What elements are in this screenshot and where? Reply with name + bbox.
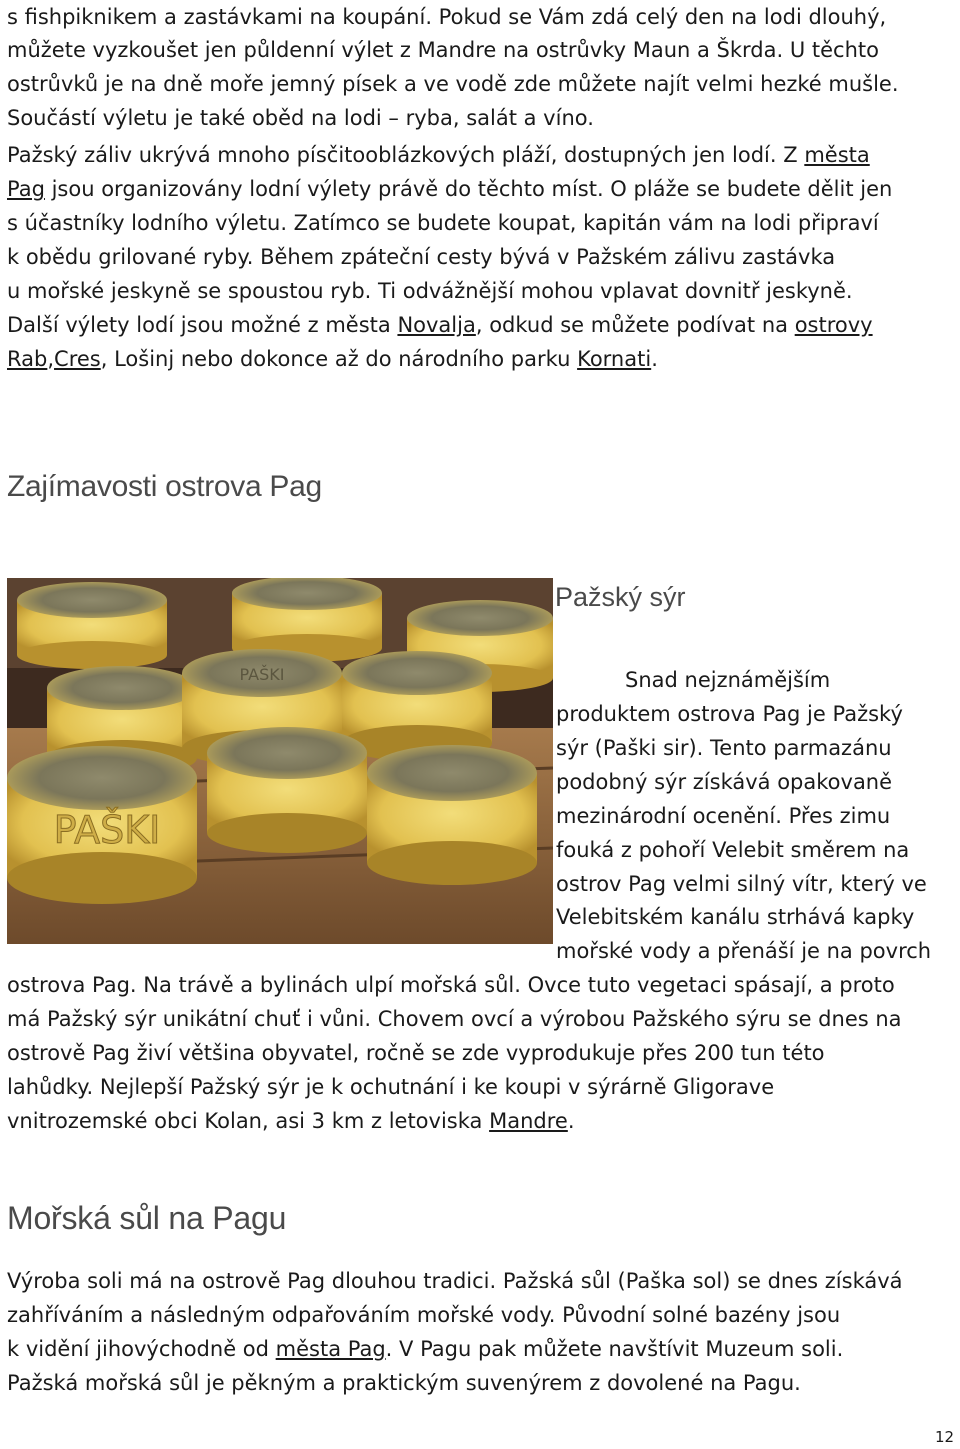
link-mandre[interactable]: Mandre <box>489 1109 568 1133</box>
intro-text: , Lošinj nebo dokonce až do národního parku <box>100 347 578 371</box>
cheese-line: má Pažský sýr unikátní chuť i vůni. Chovem ovcí a výrobou Pažského sýru se dnes na <box>7 1007 902 1031</box>
link-rab[interactable]: Rab <box>7 347 48 371</box>
cheese-line: lahůdky. Nejlepší Pažský sýr je k ochutnání i ke koupi v sýrárně Gligorave <box>7 1075 775 1099</box>
intro-line <box>7 308 873 342</box>
wheel-stamp: PAŠKI <box>53 808 161 852</box>
intro-text: , <box>47 347 55 371</box>
cheese-text: . <box>567 1109 575 1133</box>
salt-line: zahříváním a následným odpařováním mořské vody. Původní solné bazény jsou <box>7 1303 841 1327</box>
intro-line: u mořské jeskyně se spoustou ryb. Ti odvážnější mohou vplavat dovnitř jeskyně. <box>7 279 853 303</box>
wheel-stamp: PAŠKI <box>239 665 285 684</box>
cheese-line: fouká z pohoří Velebit směrem na <box>556 838 910 862</box>
cheese-line: produktem ostrova Pag je Pažský <box>556 702 903 726</box>
intro-text: Další výlety lodí jsou možné z města <box>7 313 398 337</box>
cheese-line: sýr (Paški sir). Tento parmazánu <box>556 736 892 760</box>
cheese-photo <box>7 578 553 944</box>
salt-line <box>7 1332 843 1366</box>
cheese-line: ostrově Pag živí většina obyvatel, ročně se zde vyprodukuje přes 200 tun této <box>7 1041 825 1065</box>
intro-line: můžete vyzkoušet jen půldenní výlet z Mandre na ostrůvky Maun a Škrda. U těchto <box>7 38 879 62</box>
intro-line: k obědu grilované ryby. Během zpáteční cesty bývá v Pažském zálivu zastávka <box>7 245 836 269</box>
section-heading: Mořská sůl na Pagu <box>7 1200 287 1236</box>
cheese-text: vnitrozemské obci Kolan, asi 3 km z letoviska <box>7 1109 490 1133</box>
intro-text: , odkud se můžete podívat na <box>475 313 795 337</box>
cheese-line: mořské vody a přenáší je na povrch <box>556 939 932 963</box>
cheese-line: Snad nejznámějším <box>625 668 831 692</box>
intro-text: jsou organizovány lodní výlety právě do těchto míst. O pláže se budete dělit jen <box>44 177 893 201</box>
intro-text: Pažský záliv ukrývá mnoho písčitooblázkových pláží, dostupných jen lodí. Z <box>7 143 805 167</box>
cheese-line: ostrov Pag velmi silný vítr, který ve <box>556 872 927 896</box>
intro-line: s fishpiknikem a zastávkami na koupání. Pokud se Vám zdá celý den na lodi dlouhý, <box>7 5 887 29</box>
link-novalja[interactable]: Novalja <box>397 313 476 337</box>
link-mesta-pag[interactable]: města Pag <box>275 1337 386 1361</box>
page-number: 12 <box>935 1428 955 1446</box>
intro-line: Součástí výletu je také oběd na lodi – ryba, salát a víno. <box>7 106 594 130</box>
link-ostrovy[interactable]: ostrovy <box>794 313 873 337</box>
salt-line: Výroba soli má na ostrově Pag dlouhou tradici. Pažská sůl (Paška sol) se dnes získává <box>7 1269 903 1293</box>
intro-line: s účastníky lodního výletu. Zatímco se budete koupat, kapitán vám na lodi připraví <box>7 211 879 235</box>
intro-line <box>7 138 870 172</box>
intro-line: ostrůvků je na dně moře jemný písek a ve vodě zde můžete najít velmi hezké mušle. <box>7 72 899 96</box>
subsection-heading: Pažský sýr <box>555 582 686 612</box>
cheese-line: ostrova Pag. Na trávě a bylinách ulpí mořská sůl. Ovce tuto vegetaci spásají, a proto <box>7 973 895 997</box>
cheese-line: Velebitském kanálu strhává kapky <box>556 905 915 929</box>
link-pag[interactable]: Pag <box>7 177 45 201</box>
cheese-line <box>7 1104 575 1138</box>
cheese-line: podobný sýr získává opakovaně <box>556 770 893 794</box>
intro-line <box>7 172 892 206</box>
salt-line: Pažská mořská sůl je pěkným a praktickým suvenýrem z dovolené na Pagu. <box>7 1371 801 1395</box>
link-mesta-pag[interactable]: města <box>804 143 870 167</box>
cheese-line: mezinárodní ocenění. Přes zimu <box>556 804 891 828</box>
intro-line <box>7 342 658 376</box>
link-kornati[interactable]: Kornati <box>577 347 652 371</box>
section-heading: Zajímavosti ostrova Pag <box>7 470 322 503</box>
salt-text: . V Pagu pak můžete navštívit Muzeum soli. <box>385 1337 844 1361</box>
link-cres[interactable]: Cres <box>54 347 101 371</box>
intro-text: . <box>651 347 658 371</box>
salt-text: k vidění jihovýchodně od <box>7 1337 276 1361</box>
